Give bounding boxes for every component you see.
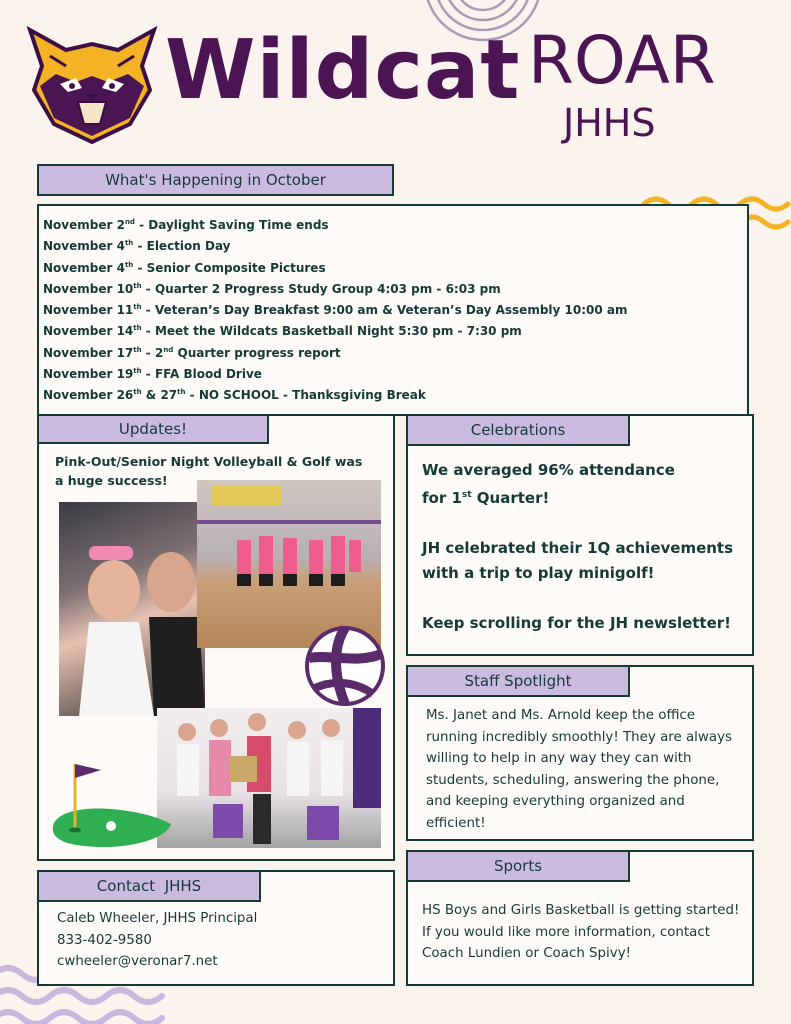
event-item: November 2nd - Daylight Saving Time ends [43, 218, 329, 232]
celebrations-heading [406, 414, 630, 446]
happening-heading-label: What's Happening in October [105, 171, 326, 189]
volleyball-icon [303, 624, 387, 708]
event-item: November 4th - Election Day [43, 239, 231, 254]
event-item: November 11th - Veteran’s Day Breakfast 9:00 am & Veteran’s Day Assembly 10:00 am [43, 303, 628, 318]
updates-heading [37, 414, 269, 444]
event-item: November 26th & 27th - NO SCHOOL - Thanksgiving Break [43, 388, 426, 403]
sports-heading [406, 850, 630, 882]
newsletter-title: Wildcat [165, 23, 521, 118]
updates-text: Pink-Out/Senior Night Volleyball & Golf was a huge success! [55, 454, 363, 488]
staff-heading [406, 665, 630, 697]
contact-heading [37, 870, 261, 902]
updates-heading-label: Updates! [118, 420, 188, 438]
wildcat-logo [26, 26, 158, 144]
contact-email[interactable]: cwheeler@veronar7.net [57, 954, 218, 969]
minigolf-line: JH celebrated their 1Q achievements with a trip to play minigolf! [422, 539, 734, 582]
golf-green-icon [49, 760, 173, 850]
celebrations-box [406, 414, 754, 656]
contact-heading-label: Contact JHHS [96, 877, 202, 895]
contact-details [57, 908, 257, 973]
staff-text: Ms. Janet and Ms. Arnold keep the office running incredibly smoothly! They are always willing to help in any way they can with students, scheduling, answering the phone, and keeping everything organized and efficient! [426, 708, 732, 831]
fans-photo [59, 502, 205, 716]
event-item: November 14th - Meet the Wildcats Basketball Night 5:30 pm - 7:30 pm [43, 324, 522, 339]
events-box [37, 204, 749, 416]
attendance-line: We averaged 96% attendance [422, 461, 675, 479]
sports-heading-label: Sports [493, 857, 543, 875]
staff-group-photo [157, 708, 381, 848]
roar-heading: ROAR [528, 22, 716, 99]
event-item: November 4th - Senior Composite Pictures [43, 260, 326, 275]
event-item: November 19th - FFA Blood Drive [43, 367, 262, 382]
contact-phone[interactable]: 833-402-9580 [57, 932, 152, 948]
sports-text: HS Boys and Girls Basketball is getting started! If you would like more information, contact Coach Lundien or Coach Spivy! [422, 903, 740, 961]
celebrations-text [422, 458, 744, 636]
quarter-line: for 1st Quarter! [422, 489, 550, 507]
scroll-line: Keep scrolling for the JH newsletter! [422, 614, 732, 632]
school-heading: JHHS [563, 101, 656, 145]
event-item: November 17th - 2nd Quarter progress report [43, 345, 341, 360]
staff-heading-label: Staff Spotlight [464, 672, 572, 690]
event-item: November 10th - Quarter 2 Progress Study Group 4:03 pm - 6:03 pm [43, 281, 501, 296]
celebrations-heading-label: Celebrations [470, 421, 566, 439]
events-list [39, 206, 747, 405]
volleyball-team-photo [197, 480, 381, 648]
happening-heading [37, 164, 394, 196]
updates-box [37, 414, 395, 861]
contact-name: Caleb Wheeler, JHHS Principal [57, 911, 258, 926]
